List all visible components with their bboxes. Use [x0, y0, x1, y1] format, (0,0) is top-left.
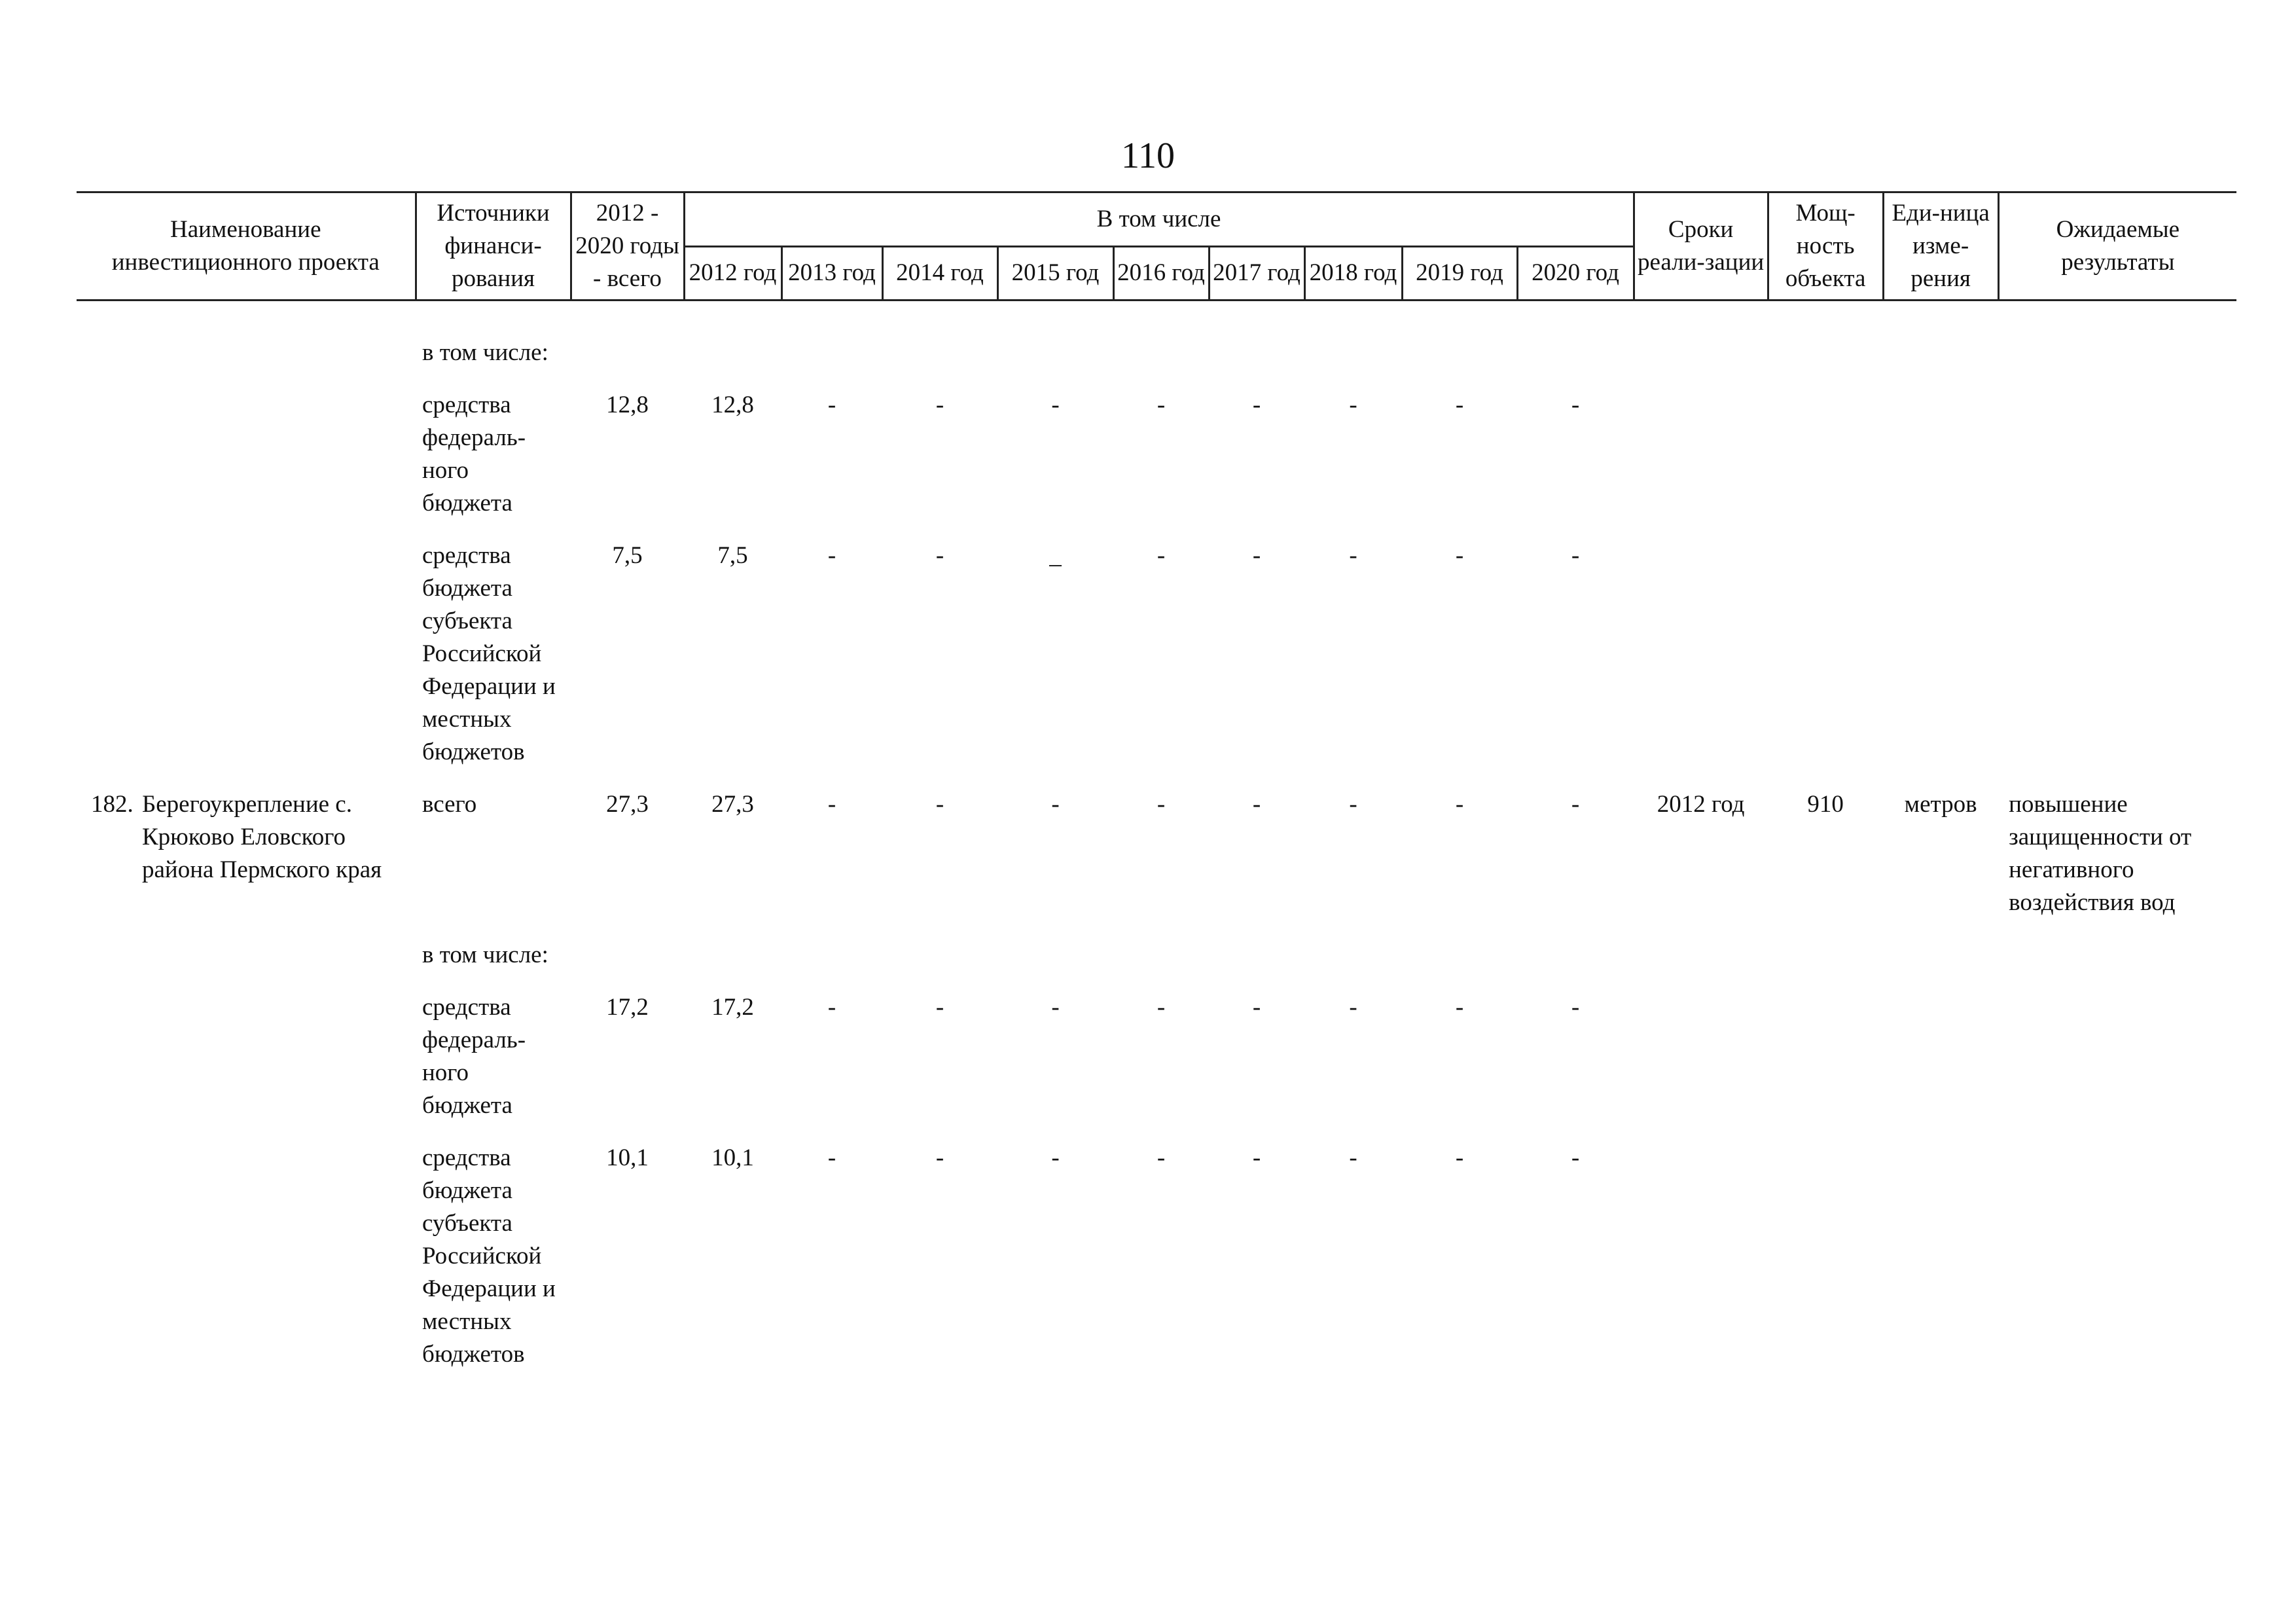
investment-projects-table: [77, 191, 2236, 1376]
year-value: -: [1455, 791, 1464, 818]
year-value: [1304, 924, 1402, 977]
year-value: -: [1157, 542, 1166, 569]
capacity-value: [1768, 374, 1883, 525]
header-results: Ожидаемые результаты: [1998, 192, 2236, 301]
financing-source: средства федераль-ного бюджета: [422, 994, 526, 1119]
header-including: В том числе: [684, 192, 1634, 247]
total-value: 10,1: [606, 1144, 649, 1171]
header-capacity: Мощ-ность объекта: [1768, 192, 1883, 301]
year-value: -: [1157, 994, 1166, 1021]
year-value: -: [1252, 1144, 1261, 1171]
year-value: -: [1051, 1144, 1060, 1171]
project-cell: [77, 977, 416, 1127]
year-value: [1209, 924, 1304, 977]
year-value: -: [1252, 994, 1261, 1021]
project-cell: [77, 1127, 416, 1376]
unit-value: [1883, 1127, 1998, 1376]
table-header: [77, 192, 2236, 301]
terms-value: [1634, 525, 1768, 774]
year-value: -: [935, 791, 944, 818]
total-value: 12,8: [606, 392, 649, 418]
year-value: [1517, 924, 1634, 977]
year-value: -: [935, 542, 944, 569]
header-year-2019: 2019 год: [1402, 246, 1517, 301]
year-value: -: [935, 392, 944, 418]
expected-results: [1998, 924, 2236, 977]
year-value: [1209, 301, 1304, 375]
header-year-2015: 2015 год: [997, 246, 1113, 301]
year-value: -: [1571, 791, 1580, 818]
year-value: [684, 301, 781, 375]
expected-results: [1998, 977, 2236, 1127]
project-number: 182.: [91, 791, 134, 818]
total-value: [571, 301, 684, 375]
unit-value: метров: [1904, 791, 1977, 818]
unit-value: [1883, 525, 1998, 774]
terms-value: [1634, 374, 1768, 525]
year-value: -: [1571, 994, 1580, 1021]
unit-value: [1883, 924, 1998, 977]
total-value: 17,2: [606, 994, 649, 1021]
year-value: 17,2: [711, 994, 754, 1021]
header-year-2020: 2020 год: [1517, 246, 1634, 301]
terms-value: [1634, 977, 1768, 1127]
capacity-value: 910: [1807, 791, 1844, 818]
year-value: -: [1455, 392, 1464, 418]
year-value: [997, 301, 1113, 375]
project-cell: [77, 525, 416, 774]
year-value: [1113, 924, 1209, 977]
header-terms: Сроки реали-зации: [1634, 192, 1768, 301]
unit-value: [1883, 977, 1998, 1127]
expected-results: [1998, 525, 2236, 774]
year-value: -: [827, 542, 836, 569]
year-value: -: [1157, 1144, 1166, 1171]
unit-value: [1883, 374, 1998, 525]
year-value: [1402, 924, 1517, 977]
year-value: -: [1349, 542, 1357, 569]
capacity-value: [1768, 1127, 1883, 1376]
year-value: -: [1455, 1144, 1464, 1171]
year-value: [1517, 301, 1634, 375]
financing-source: средства федераль-ного бюджета: [422, 392, 526, 517]
year-value: -: [1571, 1144, 1580, 1171]
financing-source: средства бюджета субъекта Российской Федерации и местных бюджетов: [422, 542, 556, 765]
table-row: [77, 374, 2236, 525]
table-row: [77, 774, 2236, 924]
project-cell: [77, 924, 416, 977]
header-year-2017: 2017 год: [1209, 246, 1304, 301]
total-value: 7,5: [612, 542, 643, 569]
year-value: -: [1157, 791, 1166, 818]
table-row: [77, 525, 2236, 774]
year-value: -: [1349, 1144, 1357, 1171]
year-value: -: [1571, 542, 1580, 569]
financing-source: в том числе:: [422, 941, 548, 968]
unit-value: [1883, 301, 1998, 375]
project-name: Берегоукрепление с. Крюково Еловского района Пермского края: [142, 791, 382, 883]
project-cell: [77, 774, 416, 924]
year-value: -: [1349, 994, 1357, 1021]
year-value: -: [1252, 791, 1261, 818]
header-total: 2012 - 2020 годы - всего: [571, 192, 684, 301]
year-value: -: [827, 392, 836, 418]
capacity-value: [1768, 977, 1883, 1127]
year-value: [997, 924, 1113, 977]
terms-value: [1634, 301, 1768, 375]
financing-source: средства бюджета субъекта Российской Федерации и местных бюджетов: [422, 1144, 556, 1368]
year-value: 27,3: [711, 791, 754, 818]
table-row: [77, 301, 2236, 375]
year-value: -: [1455, 542, 1464, 569]
expected-results: [1998, 374, 2236, 525]
year-value: -: [1252, 392, 1261, 418]
table-body: [77, 301, 2236, 1377]
total-value: [571, 924, 684, 977]
year-value: -: [1157, 392, 1166, 418]
year-value: 10,1: [711, 1144, 754, 1171]
header-project-name: Наименование инвестиционного проекта: [77, 192, 416, 301]
year-value: [781, 301, 882, 375]
project-cell: [77, 374, 416, 525]
financing-source: в том числе:: [422, 339, 548, 366]
expected-results: [1998, 301, 2236, 375]
header-year-2014: 2014 год: [882, 246, 997, 301]
header-year-2016: 2016 год: [1113, 246, 1209, 301]
financing-source: всего: [422, 791, 477, 818]
year-value: -: [1051, 791, 1060, 818]
year-value: -: [1051, 994, 1060, 1021]
year-value: [1304, 301, 1402, 375]
capacity-value: [1768, 924, 1883, 977]
table-row: [77, 1127, 2236, 1376]
table-row: [77, 977, 2236, 1127]
terms-value: [1634, 924, 1768, 977]
year-value: 7,5: [717, 542, 748, 569]
terms-value: [1634, 1127, 1768, 1376]
year-value: -: [827, 994, 836, 1021]
expected-results: повышение защищенности от негативного воздействия вод: [2009, 791, 2192, 916]
total-value: 27,3: [606, 791, 649, 818]
year-value: -: [1051, 392, 1060, 418]
expected-results: [1998, 1127, 2236, 1376]
year-value: -: [827, 791, 836, 818]
year-value: [684, 924, 781, 977]
year-value: -: [1252, 542, 1261, 569]
year-value: -: [1349, 791, 1357, 818]
year-value: -: [935, 994, 944, 1021]
year-value: -: [1349, 392, 1357, 418]
project-cell: [77, 301, 416, 375]
header-unit: Еди-ница изме-рения: [1883, 192, 1998, 301]
header-year-2012: 2012 год: [684, 246, 781, 301]
year-value: [781, 924, 882, 977]
year-value: [1113, 301, 1209, 375]
year-value: -: [827, 1144, 836, 1171]
capacity-value: [1768, 301, 1883, 375]
terms-value: 2012 год: [1657, 791, 1745, 818]
page-number: 110: [1121, 136, 1175, 176]
year-value: -: [935, 1144, 944, 1171]
table-row: [77, 924, 2236, 977]
year-value: -: [1571, 392, 1580, 418]
year-value: 12,8: [711, 392, 754, 418]
year-value: _: [1049, 542, 1062, 569]
header-year-2018: 2018 год: [1304, 246, 1402, 301]
year-value: [882, 924, 997, 977]
header-sources: Источники финанси-рования: [416, 192, 571, 301]
capacity-value: [1768, 525, 1883, 774]
year-value: [882, 301, 997, 375]
header-year-2013: 2013 год: [781, 246, 882, 301]
year-value: -: [1455, 994, 1464, 1021]
year-value: [1402, 301, 1517, 375]
